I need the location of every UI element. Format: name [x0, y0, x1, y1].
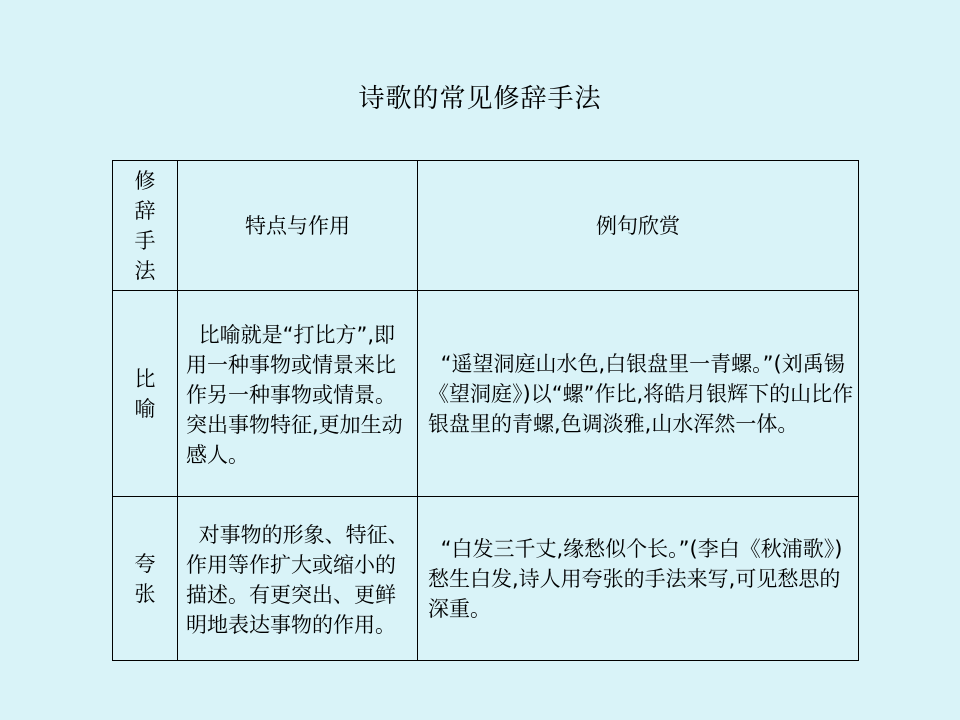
example-cell — [418, 497, 859, 661]
table-row — [113, 497, 859, 661]
header-features: 特点与作用 — [178, 161, 418, 291]
table-header-row — [113, 161, 859, 291]
technique-char: 比 — [134, 366, 156, 391]
example-cell — [418, 291, 859, 497]
header-examples: 例句欣赏 — [418, 161, 859, 291]
header-technique-char: 辞 — [134, 198, 156, 223]
header-technique-char: 修 — [134, 168, 156, 193]
technique-char: 夸 — [134, 551, 156, 576]
rhetoric-table — [112, 160, 859, 661]
features-cell — [178, 497, 418, 661]
features-cell — [178, 291, 418, 497]
technique-cell — [113, 291, 178, 497]
header-technique-char: 手 — [134, 228, 156, 253]
features-text: 比喻就是“打比方”,即用一种事物或情景来比作另一种事物或情景。突出事物特征,更加生动感人。 — [186, 322, 403, 467]
page-title: 诗歌的常见修辞手法 — [358, 84, 602, 114]
features-text: 对事物的形象、特征、作用等作扩大或缩小的描述。有更突出、更鲜明地表达事物的作用。 — [186, 522, 409, 637]
header-technique-char: 法 — [134, 258, 156, 283]
example-text: “遥望洞庭山水色,白银盘里一青螺。”(刘禹锡《望洞庭》)以“螺”作比,将皓月银辉下的山比作银盘里的青螺,色调淡雅,山水浑然一体。 — [428, 351, 854, 436]
header-technique — [113, 161, 178, 291]
technique-char: 张 — [134, 581, 156, 606]
table-row — [113, 291, 859, 497]
technique-char: 喻 — [134, 396, 156, 421]
technique-cell — [113, 497, 178, 661]
example-text: “白发三千丈,缘愁似个长。”(李白《秋浦歌》)愁生白发,诗人用夸张的手法来写,可见愁思的深重。 — [428, 536, 843, 621]
